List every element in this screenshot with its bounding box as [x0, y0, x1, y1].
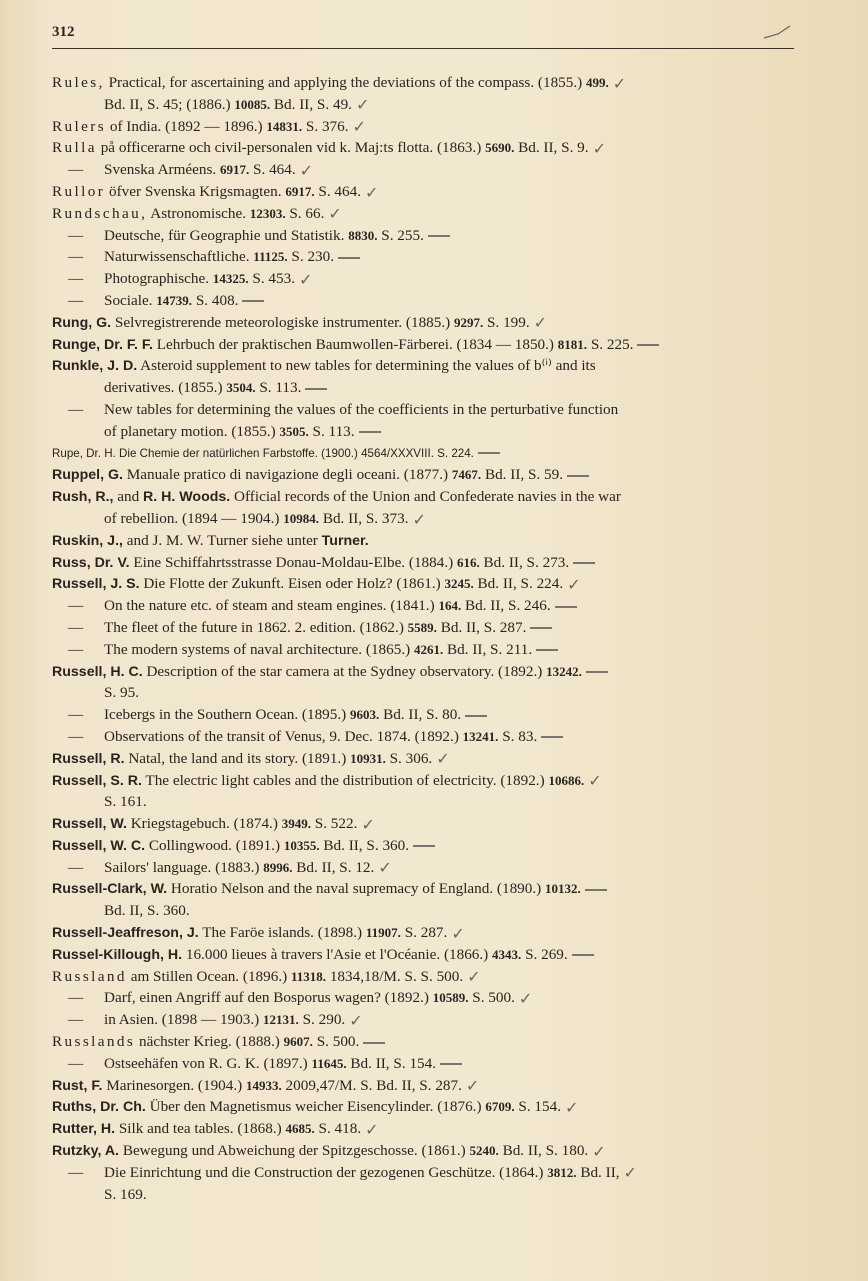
entry-text: Über den Magnetismus weicher Eisencylinder. (1876.) [145, 1098, 486, 1116]
check-mark-icon [762, 24, 792, 42]
catalog-entries [52, 72, 832, 1205]
entry-text: på officerarne och civil-personalen vid k. Maj:ts flotta. (1863.) [96, 139, 486, 157]
shelf-number: 9603. [350, 707, 380, 723]
catalog-entry-line [52, 900, 832, 922]
entry-reference: Bd. II, [576, 1163, 620, 1181]
entry-text: Manuale pratico di navigazione degli oceani. (1877.) [122, 466, 452, 484]
dash-mark-icon [573, 562, 595, 564]
catalog-entry-line [52, 661, 832, 683]
entry-text: Naturwissenschaftliche. [104, 248, 254, 266]
sub-entry-dash: — [68, 989, 84, 1007]
entry-text: Practical, for ascertaining and applying the deviations of the compass. (1855.) [104, 74, 587, 91]
check-mark-icon: ✓ [352, 117, 366, 137]
catalog-entry-line [52, 552, 832, 574]
entry-reference: S. 464. [314, 182, 361, 200]
entry-text: Ostseehäfen von R. G. K. (1897.) [104, 1054, 312, 1072]
dash-mark-icon [440, 1063, 462, 1065]
check-mark-icon: ✓ [592, 1141, 606, 1161]
shelf-number: 6917. [285, 183, 315, 199]
entry-reference: S. 113. [255, 379, 302, 397]
entry-text: Photographische. [104, 270, 213, 288]
entry-reference: S. 255. [377, 226, 424, 244]
shelf-number: 10984. [283, 510, 320, 526]
entry-heading: Russell-Clark, W. [52, 881, 168, 898]
check-mark-icon: ✓ [361, 814, 375, 834]
entry-reference: S. 522. [310, 815, 358, 833]
shelf-number: 4261. [413, 641, 444, 657]
entry-text: in Asien. (1898 — 1903.) [104, 1011, 264, 1029]
entry-reference: 1834,18/M. S. S. 500. [326, 967, 464, 985]
entry-text: of planetary motion. (1855.) [104, 422, 280, 440]
entry-heading: Runkle, J. D. [52, 358, 138, 375]
check-mark-icon: ✓ [355, 95, 370, 115]
check-mark-icon: ✓ [565, 1098, 579, 1118]
catalog-entry-line [52, 181, 832, 203]
shelf-number: 3245. [444, 576, 474, 592]
entry-text: Sociale. [104, 291, 157, 309]
entry-heading: Russlands [52, 1033, 136, 1051]
entry-text: Natal, the land and its story. (1891.) [124, 749, 351, 767]
entry-heading: Russland [52, 967, 127, 985]
catalog-entry-line [52, 1184, 832, 1206]
entry-text: Bd. II, S. 360. [104, 902, 190, 920]
entry-reference: Bd. II, S. 59. [481, 466, 563, 484]
catalog-entry-line [52, 355, 832, 377]
check-mark-icon: ✓ [328, 204, 342, 224]
entry-reference: S. 453. [248, 270, 295, 288]
dash-mark-icon [586, 671, 608, 673]
dash-mark-icon [363, 1042, 385, 1044]
entry-reference: Bd. II, S. 224. [473, 575, 564, 593]
catalog-entry-line [52, 530, 832, 552]
entry-text: Description of the star camera at the Sydney observatory. (1892.) [142, 662, 547, 680]
check-mark-icon: ✓ [592, 139, 606, 158]
check-mark-icon: ✓ [465, 1076, 480, 1096]
shelf-number: 6709. [485, 1099, 515, 1115]
entry-heading: Rutter, H. [52, 1121, 116, 1138]
entry-reference: Bd. II, S. 246. [461, 597, 551, 615]
entry-text: Die Flotte der Zukunft. Eisen oder Holz? (1861.) [139, 575, 445, 593]
entry-heading: Rung, G. [52, 314, 112, 331]
catalog-entry-line [52, 399, 832, 421]
shelf-number: 11645. [311, 1055, 347, 1071]
entry-reference: Bd. II, S. 49. [270, 95, 352, 113]
shelf-number: 499. [586, 75, 609, 90]
check-mark-icon: ✓ [365, 1119, 379, 1139]
shelf-number: 13241. [462, 728, 499, 744]
entry-heading: Russell, W. [52, 816, 127, 833]
sub-entry-dash: — [68, 858, 84, 876]
entry-text: Eine Schiffahrtsstrasse Donau-Moldau-Elbe. (1884.) [129, 553, 457, 571]
catalog-entry-line [52, 922, 832, 944]
catalog-entry-line [52, 1118, 832, 1140]
shelf-number: 3505. [279, 423, 309, 439]
check-mark-icon: ✓ [365, 182, 379, 202]
dash-mark-icon [536, 649, 558, 651]
entry-text: Darf, einen Angriff auf den Bosporus wagen? (1892.) [104, 989, 433, 1007]
entry-reference: Bd. II, S. 287. [436, 618, 527, 636]
dash-mark-icon [572, 954, 594, 956]
catalog-entry-line [52, 682, 832, 704]
entry-text: of rebellion. (1894 — 1904.) [104, 509, 284, 527]
catalog-entry-line [52, 1140, 832, 1162]
entry-text: and [113, 488, 144, 506]
shelf-number: 3504. [226, 380, 256, 396]
catalog-entry-line [52, 94, 832, 116]
shelf-number: 9297. [454, 314, 484, 330]
entry-reference: S. 287. [400, 924, 448, 942]
dash-mark-icon [428, 235, 450, 237]
entry-reference: S. 464. [249, 161, 296, 179]
dash-mark-icon [413, 845, 435, 847]
catalog-entry-line [52, 377, 832, 399]
entry-text: S. 161. [104, 793, 147, 811]
entry-heading: Russell, J. S. [52, 576, 140, 593]
dash-mark-icon [305, 388, 327, 390]
catalog-entry-line [52, 421, 832, 443]
dash-mark-icon [585, 889, 607, 891]
entry-reference: Bd. II, S. 360. [319, 836, 410, 854]
entry-text-continued: Official records of the Union and Confederate navies in the war [230, 488, 621, 506]
entry-heading: Runge, Dr. F. F. [52, 336, 153, 353]
entry-reference: S. 225. [587, 335, 634, 353]
entry-heading: Rutzky, A. [52, 1143, 120, 1160]
shelf-number: 4343. [492, 946, 522, 962]
entry-text: Silk and tea tables. (1868.) [115, 1120, 286, 1138]
check-mark-icon: ✓ [299, 269, 313, 289]
sub-entry-dash: — [68, 161, 84, 179]
entry-text: The modern systems of naval architecture. (1865.) [104, 640, 414, 658]
entry-heading: Russell, H. C. [52, 663, 143, 680]
entry-reference: Bd. II, S. 373. [319, 509, 409, 527]
shelf-number: 3812. [547, 1164, 577, 1180]
catalog-entry-line [52, 72, 832, 94]
check-mark-icon: ✓ [518, 989, 533, 1009]
catalog-entry-line [52, 334, 832, 356]
shelf-number: 11125. [253, 249, 288, 265]
entry-reference: S. 230. [287, 248, 335, 266]
shelf-number: 12303. [249, 205, 286, 221]
check-mark-icon: ✓ [436, 749, 450, 769]
entry-reference: S. 113. [308, 422, 355, 440]
entry-heading: Ruppel, G. [52, 467, 123, 484]
entry-text: Kriegstagebuch. (1874.) [126, 815, 282, 833]
entry-text: Observations of the transit of Venus, 9. Dec. 1874. (1892.) [104, 727, 463, 745]
catalog-entry-line [52, 1009, 832, 1031]
shelf-number: 5690. [485, 140, 515, 156]
entry-text: The fleet of the future in 1862. 2. edition. (1862.) [104, 618, 408, 636]
shelf-number: 14739. [156, 292, 193, 308]
catalog-entry-line [52, 137, 832, 159]
entry-reference: S. 306. [385, 749, 433, 767]
entry-reference: S. 154. [514, 1098, 561, 1116]
entry-reference: S. 199. [483, 313, 530, 331]
catalog-entry-line [52, 987, 832, 1009]
entry-text: Horatio Nelson and the naval supremacy of England. (1890.) [167, 880, 546, 898]
entry-heading: Russell-Jeaffreson, J. [52, 925, 199, 942]
entry-heading: Russell, W. C. [52, 837, 146, 854]
entry-text: nächster Krieg. (1888.) [135, 1033, 284, 1051]
catalog-entry-line [52, 748, 832, 770]
sub-entry-dash: — [68, 226, 84, 244]
entry-heading-secondary: Turner. [321, 532, 369, 549]
entry-text: Selvregistrerende meteorologiske instrumenter. (1885.) [111, 313, 454, 331]
entry-reference: Bd. II, S. 9. [514, 139, 589, 157]
dash-mark-icon [465, 715, 487, 717]
entry-reference: S. 290. [298, 1011, 346, 1029]
entry-reference: S. 418. [314, 1120, 362, 1138]
entry-text: Bewegung und Abweichung der Spitzgeschosse. (1861.) [119, 1142, 470, 1160]
entry-text: The Faröe islands. (1898.) [198, 924, 366, 942]
catalog-entry-line [52, 878, 832, 900]
catalog-entry-line [52, 704, 832, 726]
dash-mark-icon [478, 452, 500, 454]
entry-reference: Bd. II, S. 273. [479, 553, 570, 571]
catalog-entry-line [52, 312, 832, 334]
catalog-entry-line [52, 813, 832, 835]
dash-mark-icon [338, 257, 360, 259]
dash-mark-icon [530, 627, 552, 629]
entry-heading: Rundschau, [52, 204, 148, 222]
entry-reference: Bd. II, S. 180. [498, 1142, 589, 1160]
entry-text: Svenska Arméens. [104, 161, 220, 179]
entry-reference: Bd. II, S. 211. [443, 640, 533, 658]
catalog-entry-line [52, 1096, 832, 1118]
check-mark-icon: ✓ [378, 858, 392, 878]
shelf-number: 8181. [557, 336, 588, 352]
shelf-number: 164. [438, 598, 462, 614]
entry-heading: Russell, S. R. [52, 772, 142, 789]
shelf-number: 10085. [234, 96, 271, 112]
entry-text: Lehrbuch der praktischen Baumwollen-Färberei. (1834 — 1850.) [152, 335, 558, 353]
catalog-entry-line [52, 1162, 832, 1184]
sub-entry-dash: — [68, 270, 84, 288]
shelf-number: 11318. [290, 968, 327, 984]
catalog-entry-line [52, 116, 832, 138]
catalog-entry-line [52, 225, 832, 247]
shelf-number: 6917. [220, 162, 250, 178]
entry-reference: Bd. II, S. 12. [292, 858, 375, 876]
check-mark-icon: ✓ [349, 1010, 363, 1030]
catalog-entry-line [52, 573, 832, 595]
catalog-entry-line [52, 159, 832, 181]
catalog-entry-line [52, 508, 832, 530]
shelf-number: 7467. [451, 467, 482, 483]
shelf-number: 5240. [469, 1143, 499, 1159]
shelf-number: 11907. [365, 925, 401, 941]
sub-entry-dash: — [68, 291, 84, 309]
sub-entry-dash: — [68, 706, 84, 724]
catalog-entry-line [52, 944, 832, 966]
entry-text: of India. (1892 — 1896.) [106, 117, 267, 135]
shelf-number: 10686. [548, 772, 585, 788]
sub-entry-dash: — [68, 1163, 84, 1181]
catalog-entry-line [52, 770, 832, 792]
check-mark-icon: ✓ [612, 73, 627, 93]
entry-reference: Bd. II, S. 154. [346, 1054, 437, 1072]
entry-heading: Rullor [52, 182, 106, 200]
catalog-entry-line [52, 1075, 832, 1097]
catalog-entry-line [52, 595, 832, 617]
sub-entry-dash: — [68, 640, 84, 658]
sub-entry-dash: — [68, 1011, 84, 1029]
catalog-entry-line [52, 443, 832, 465]
entry-heading: Russel-Killough, H. [52, 946, 183, 963]
entry-heading: Russell, R. [52, 750, 125, 767]
shelf-number: 14933. [246, 1077, 282, 1093]
entry-text: S. 95. [104, 684, 140, 702]
dash-mark-icon [541, 736, 563, 738]
entry-reference: S. 500. [312, 1033, 360, 1051]
shelf-number: 8830. [348, 227, 378, 243]
entry-text: The electric light cables and the distribution of electricity. (1892.) [141, 771, 549, 789]
check-mark-icon: ✓ [567, 574, 581, 594]
entry-reference: S. 66. [285, 204, 325, 222]
entry-text: derivatives. (1855.) [104, 379, 227, 397]
shelf-number: 8996. [263, 859, 293, 875]
entry-heading: Russ, Dr. V. [52, 554, 130, 571]
entry-heading: Rust, F. [52, 1077, 103, 1094]
sub-entry-dash: — [68, 727, 84, 745]
catalog-entry-line [52, 857, 832, 879]
entry-heading-secondary: R. H. Woods. [143, 489, 231, 506]
shelf-number: 10132. [545, 881, 581, 897]
page-number: 312 [52, 24, 75, 40]
shelf-number: 10589. [432, 990, 469, 1006]
entry-text: Collingwood. (1891.) [145, 836, 284, 854]
check-mark-icon: ✓ [467, 967, 481, 987]
dash-mark-icon [555, 606, 577, 608]
catalog-entry-line [52, 966, 832, 988]
dash-mark-icon [359, 431, 381, 433]
catalog-entry-line [52, 203, 832, 225]
shelf-number: 10355. [283, 837, 320, 853]
entry-text: Marinesorgen. (1904.) [102, 1076, 246, 1094]
shelf-number: 616. [456, 554, 480, 570]
dash-mark-icon [242, 300, 264, 302]
catalog-entry-line [52, 1053, 832, 1075]
sub-entry-dash: — [68, 597, 84, 615]
dash-mark-icon [637, 344, 659, 346]
sub-entry-dash: — [68, 618, 84, 636]
entry-text: Bd. II, S. 45; (1886.) [104, 95, 235, 113]
entry-text: Deutsche, für Geographie und Statistik. [104, 226, 349, 244]
entry-text: am Stillen Ocean. (1896.) [126, 967, 291, 985]
sub-entry-dash: — [68, 1054, 84, 1072]
entry-heading: Rulla [52, 139, 97, 157]
entry-heading: Rules, [52, 74, 105, 91]
check-mark-icon: ✓ [533, 313, 548, 333]
entry-text: Rupe, Dr. H. Die Chemie der natürlichen Farbstoffe. (1900.) 4564/XXXVIII. S. 224. [52, 446, 474, 460]
check-mark-icon: ✓ [451, 923, 465, 943]
entry-text: and J. M. W. Turner siehe unter [122, 531, 322, 549]
check-mark-icon: ✓ [623, 1163, 637, 1183]
entry-heading: Ruths, Dr. Ch. [52, 1099, 146, 1116]
catalog-entry-line [52, 835, 832, 857]
entry-text: S. 169. [104, 1185, 147, 1203]
catalog-entry-line [52, 268, 832, 290]
entry-text: Sailors' language. (1883.) [104, 858, 264, 876]
entry-text: Die Einrichtung und die Construction der gezogenen Geschütze. (1864.) [104, 1163, 548, 1181]
shelf-number: 10931. [350, 750, 386, 766]
catalog-entry-line [52, 290, 832, 312]
entry-reference: S. 269. [521, 945, 568, 963]
sub-entry-dash: — [68, 248, 84, 266]
catalog-entry-line [52, 246, 832, 268]
entry-heading: Rulers [52, 117, 107, 135]
entry-text: Icebergs in the Southern Ocean. (1895.) [104, 706, 351, 724]
shelf-number: 4685. [285, 1121, 315, 1137]
catalog-entry-line [52, 791, 832, 813]
entry-heading: Ruskin, J., [52, 532, 123, 549]
page-header [52, 22, 794, 49]
check-mark-icon: ✓ [412, 509, 426, 529]
catalog-entry-line [52, 486, 832, 508]
entry-reference: S. 500. [468, 989, 515, 1007]
shelf-number: 3949. [281, 816, 311, 832]
entry-reference: 2009,47/M. S. Bd. II, S. 287. [281, 1076, 462, 1094]
check-mark-icon: ✓ [299, 160, 314, 180]
sub-entry-dash: — [68, 400, 84, 418]
check-mark-icon: ✓ [588, 771, 602, 791]
entry-text: New tables for determining the values of the coefficients in the perturbative function [104, 400, 619, 418]
entry-reference: S. 408. [192, 291, 239, 309]
entry-text: On the nature etc. of steam and steam engines. (1841.) [104, 597, 439, 615]
shelf-number: 12131. [263, 1012, 299, 1028]
shelf-number: 5589. [407, 619, 437, 635]
entry-reference: Bd. II, S. 80. [379, 706, 462, 724]
entry-heading: Rush, R., [52, 489, 114, 506]
shelf-number: 13242. [546, 663, 582, 679]
entry-reference: S. 376. [302, 117, 349, 135]
dash-mark-icon [567, 475, 589, 477]
entry-text: öfver Svenska Krigsmagten. [105, 182, 286, 200]
entry-reference: S. 83. [498, 727, 538, 745]
catalog-entry-line [52, 464, 832, 486]
catalog-entry-line [52, 639, 832, 661]
catalog-entry-line [52, 726, 832, 748]
shelf-number: 9607. [283, 1034, 313, 1050]
catalog-entry-line [52, 617, 832, 639]
shelf-number: 14831. [266, 118, 303, 134]
catalog-entry-line [52, 1031, 832, 1053]
entry-text: 16.000 lieues à travers l'Asie et l'Océanie. (1866.) [182, 945, 493, 963]
shelf-number: 14325. [212, 271, 249, 287]
entry-text: Asteroid supplement to new tables for determining the values of b⁽ⁱ⁾ and its [137, 357, 596, 375]
entry-text: Astronomische. [147, 204, 250, 222]
